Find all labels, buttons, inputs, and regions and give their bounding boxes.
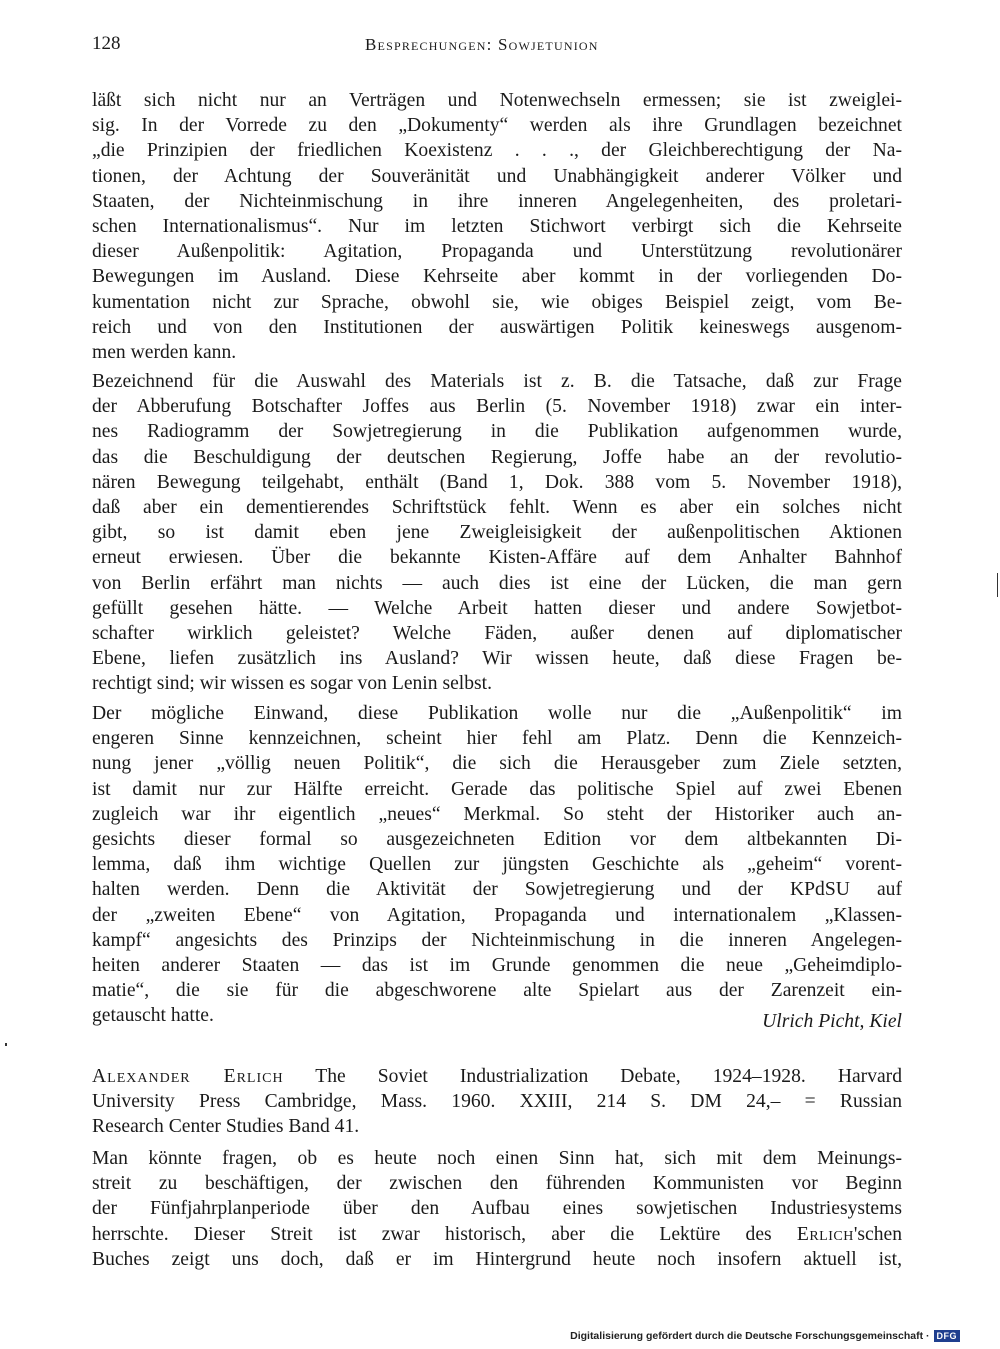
text-line: schafter wirklich geleistet? Welche Fäden, außer denen auf diplomatischer [92, 623, 902, 645]
text-line: matie“, die sie für die abgeschworene alte Spielart aus der Zarenzeit ein- [92, 980, 902, 1002]
text-line: kumentation nicht zur Sprache, obwohl sie, wie obiges Beispiel zeigt, vom Be- [92, 291, 902, 313]
text-line: gefüllt gesehen hätte. — Welche Arbeit hatten dieser und andere Sowjetbot- [92, 597, 902, 619]
reviewer-signature: Ulrich Picht, Kiel [762, 1011, 902, 1032]
text-line: Bewegungen im Ausland. Diese Kehrseite aber kommt in der vorliegenden Do- [92, 266, 902, 288]
text-line: Ebene, liefen zusätzlich ins Ausland? Wir wissen heute, daß diese Fragen be- [92, 648, 902, 670]
text-line: reich und von den Institutionen der auswärtigen Politik keineswegs ausgenom- [92, 316, 902, 338]
margin-dot [5, 1043, 7, 1046]
text-line: University Press Cambridge, Mass. 1960. XXIII, 214 S. DM 24,– = Russian [92, 1091, 902, 1113]
text-line: Der mögliche Einwand, diese Publikation wolle nur die „Außenpolitik“ im [92, 703, 902, 724]
text-line: Research Center Studies Band 41. [92, 1116, 360, 1138]
text-line: heiten anderer Staaten — das ist im Grunde genommen die neue „Geheimdiplo- [92, 955, 902, 977]
text-line: gesichts dieser formal so ausgezeichneten Edition vor dem altbekannten Di- [92, 829, 902, 851]
text-line: läßt sich nicht nur an Verträgen und Notenwechseln ermessen; sie ist zweiglei- [92, 90, 902, 111]
text-line [92, 1064, 902, 1089]
text-line: men werden kann. [92, 342, 237, 364]
text-line: sig. In der Vorrede zu den „Dokumenty“ werden als ihre Grundlagen bezeichnet [92, 115, 902, 137]
text-line: kampf“ angesichts des Prinzips der Nichteinmischung in die inneren Angelegen- [92, 929, 902, 951]
text-line: der Fünfjahrplanperiode über den Aufbau eines sowjetischen Industriesystems [92, 1198, 902, 1220]
text-line: ist damit nur zur Hälfte erreicht. Gerade das politische Spiel auf zwei Ebenen [92, 778, 902, 800]
text-line: das die Beschuldigung der deutschen Regierung, Joffe habe an der revolutio- [92, 446, 902, 468]
text-fragment: 'schen [853, 1223, 902, 1245]
running-head: Besprechungen: Sowjetunion [365, 35, 599, 54]
text-line: erneut erwiesen. Über die bekannte Kisten-Affäre auf dem Anhalter Bahnhof [92, 547, 902, 569]
text-line: von Berlin erfährt man nichts — auch dies ist eine der Lücken, die man gern [92, 572, 902, 594]
review1-paragraph-1 [92, 88, 902, 365]
text-line: nären Bewegung teilgehabt, enthält (Band 1, Dok. 388 vom 5. November 1918), [92, 471, 902, 493]
text-line: lemma, daß ihm wichtige Quellen zur jüngsten Geschichte als „geheim“ vorent- [92, 854, 902, 876]
author-name-smallcaps: Erlich [796, 1223, 854, 1245]
text-line: getauscht hatte. [92, 1005, 214, 1027]
margin-mark [997, 573, 998, 597]
text-line: tionen, der Achtung der Souveränität und Unabhängigkeit anderer Völker und [92, 165, 902, 187]
text-line: Bezeichnend für die Auswahl des Materials ist z. B. die Tatsache, daß zur Frage [92, 371, 902, 392]
page-number: 128 [92, 33, 121, 54]
text-line: streit zu beschäftigen, der zwischen den führenden Kommunisten vor Beginn [92, 1173, 902, 1195]
text-fragment: herrschte. Dieser Streit ist zwar historisch, aber die Lektüre des [92, 1223, 797, 1245]
digitization-footer [570, 1330, 960, 1342]
text-line: dieser Außenpolitik: Agitation, Propaganda und Unterstützung revolutionärer [92, 241, 902, 263]
text-line: Buches zeigt uns doch, daß er im Hintergrund heute noch insofern aktuell ist, [92, 1248, 902, 1270]
footer-text: Digitalisierung gefördert durch die Deutsche Forschungsgemeinschaft · [570, 1330, 930, 1342]
review2-paragraph-1 [92, 1146, 902, 1272]
text-line [92, 1222, 902, 1247]
text-line: rechtigt sind; wir wissen es sogar von Lenin selbst. [92, 673, 492, 695]
text-line: der „zweiten Ebene“ von Agitation, Propaganda und internationalem „Klassen- [92, 904, 902, 926]
review1-paragraph-2 [92, 369, 902, 697]
review1-paragraph-3 [92, 701, 902, 1029]
review2-bibliography [92, 1064, 902, 1140]
text-line: gibt, so ist damit eben jene Zweigleisigkeit der außenpolitischen Aktionen [92, 522, 902, 544]
book-author: Alexander Erlich [92, 1066, 284, 1087]
text-line: halten werden. Denn die Aktivität der Sowjetregierung und der KPdSU auf [92, 879, 902, 901]
text-line: daß aber ein dementierendes Schriftstück fehlt. Wenn es aber ein solches nicht [92, 497, 902, 519]
text-line: „die Prinzipien der friedlichen Koexistenz . . ., der Gleichberechtigung der Na- [92, 140, 902, 162]
text-line: Man könnte fragen, ob es heute noch einen Sinn hat, sich mit dem Meinungs- [92, 1148, 902, 1169]
book-title: The Soviet Industrialization Debate, 1924–1928. Harvard [283, 1066, 903, 1087]
text-line: nes Radiogramm der Sowjetregierung in die Publikation aufgenommen wurde, [92, 421, 902, 443]
dfg-logo: DFG [934, 1330, 961, 1342]
text-line: zugleich war ihr eigentlich „neues“ Merkmal. So steht der Historiker auch an- [92, 803, 902, 825]
text-line: nung jener „völlig neuen Politik“, die sich die Herausgeber zum Ziele setzten, [92, 753, 902, 775]
text-line: der Abberufung Botschafter Joffes aus Berlin (5. November 1918) zwar ein inter- [92, 396, 902, 418]
text-line: schen Internationalismus“. Nur im letzten Stichwort verbirgt sich die Kehrseite [92, 216, 902, 238]
text-line: Staaten, der Nichteinmischung in ihre inneren Angelegenheiten, des proletari- [92, 190, 902, 212]
text-line: engeren Sinne kennzeichnen, scheint hier fehl am Platz. Denn die Kennzeich- [92, 728, 902, 750]
